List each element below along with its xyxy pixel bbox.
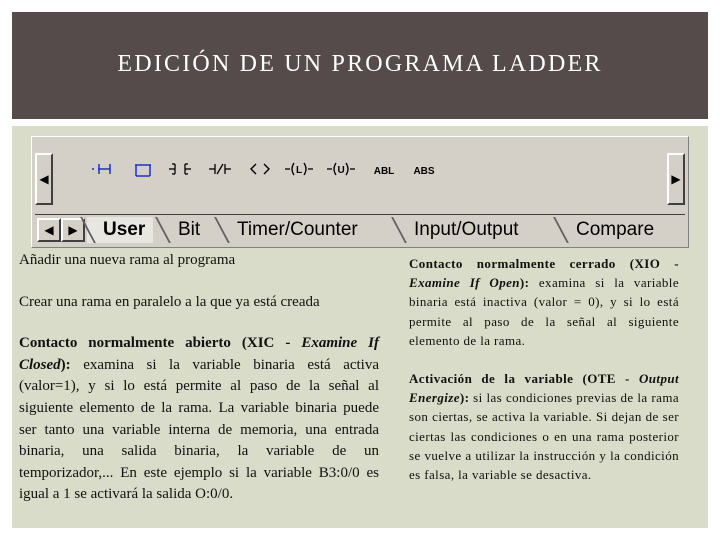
tab-compare[interactable] (560, 217, 654, 243)
tab-label: User (103, 219, 146, 240)
instruction-toolbar (31, 136, 689, 248)
triangle-left-icon: ◀ (44, 223, 54, 237)
triangle-left-icon: ◀ (39, 172, 49, 186)
scroll-left-button[interactable] (35, 153, 53, 205)
ote-heading-italic: Output Energize (409, 371, 679, 406)
xio-icon[interactable] (202, 161, 242, 183)
xio-body: examina si la variable binaria está inactiva (valor = 0), y si lo está permite al paso de la señal al siguiente elemento de la rama. (409, 275, 679, 348)
tab-timer-counter[interactable] (221, 217, 358, 243)
tab-label: Compare (576, 219, 655, 240)
instruction-icon-row (86, 161, 442, 183)
ote-heading: Activación de la variable (OTE - (409, 371, 640, 387)
xic-heading-italic: Examine If Closed (19, 335, 379, 373)
new-branch-description: Crear una rama en paralelo a la que ya está creada (19, 293, 320, 310)
new-branch-icon[interactable] (124, 161, 162, 183)
new-rung-icon[interactable] (86, 161, 124, 183)
xio-heading-italic: Examine If Open (409, 275, 520, 291)
tab-bit[interactable] (162, 217, 200, 243)
xic-heading-close: ): (60, 356, 71, 373)
xio-heading-close: ): (519, 275, 530, 291)
tab-label: Input/Output (414, 219, 519, 240)
tab-label: Bit (178, 219, 201, 240)
page-title: EDICIÓN DE UN PROGRAMA LADDER (117, 51, 603, 77)
ote-heading-close: ): (459, 390, 470, 406)
abl-icon[interactable]: ABL (373, 166, 395, 177)
svg-text:L: L (296, 165, 303, 176)
triangle-right-icon: ▶ (68, 223, 78, 237)
abs-icon[interactable]: ABS (413, 166, 435, 177)
xio-description (409, 254, 679, 350)
xio-heading: Contacto normalmente cerrado (XIO - (409, 256, 679, 271)
tab-scroll-right-button[interactable] (61, 218, 85, 242)
tab-label: Timer/Counter (237, 219, 358, 240)
otu-icon[interactable] (320, 161, 362, 183)
xic-heading: Contacto normalmente abierto (XIC - (19, 335, 302, 352)
xic-icon[interactable] (162, 161, 202, 183)
new-rung-description: Añadir una nueva rama al programa (19, 252, 236, 268)
svg-text:U: U (337, 165, 345, 176)
otl-icon[interactable] (278, 161, 320, 183)
instruction-tab-strip (35, 214, 685, 245)
scroll-right-button[interactable] (667, 153, 685, 205)
tab-input-output[interactable] (398, 217, 519, 243)
xic-description (19, 333, 379, 506)
right-text-column (409, 254, 679, 484)
left-text-column (19, 250, 379, 506)
ote-body: si las condiciones previas de la rama son ciertas, se activa la variable. Si dejan de ser ciertas las condiciones o en una rama posterior se vuelve a utilizar la instrucción y la condición es falsa, la variable se desactiva. (409, 390, 679, 483)
tab-user[interactable] (87, 217, 153, 243)
triangle-right-icon: ▶ (671, 172, 681, 186)
tab-scroll-left-button[interactable] (37, 218, 61, 242)
title-banner (12, 12, 708, 119)
ote-description (409, 369, 679, 484)
ote-icon[interactable] (242, 161, 278, 183)
xic-body: examina si la variable binaria está activa (valor=1), y si lo está permite al paso de la señal al siguiente elemento de la rama. La variable binaria puede ser tanto una variable interna de memoria, una entrada binaria, una salida binaria, la variable de un temporizador,... En este ejemplo si la variable B3:0/0 es igual a 1 se activará la salida O:0/0. (19, 356, 379, 503)
